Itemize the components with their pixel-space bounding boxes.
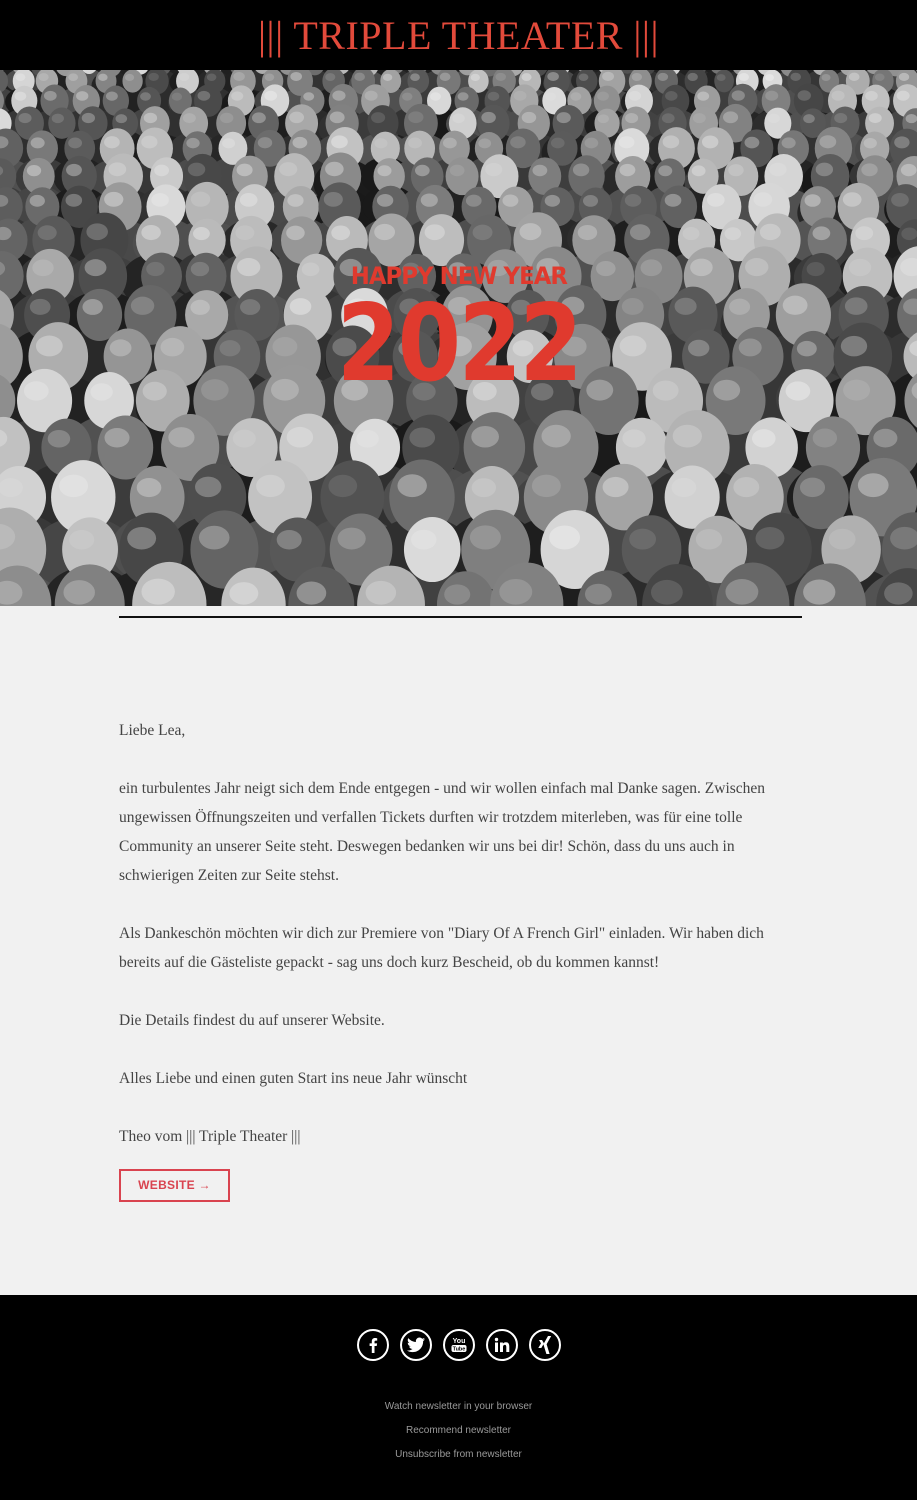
letter-body <box>119 716 802 1202</box>
footer-links <box>0 1395 917 1467</box>
paragraph-thanks: ein turbulentes Jahr neigt sich dem Ende entgegen - und wir wollen einfach mal Danke sagen. Zwischen ungewissen Öffnungszeiten und verfallen Tickets durften wir trotzdem miterleben, was für eine tolle Community an unserer Seite steht. Deswegen bedanken wir uns bei dir! Schön, dass du uns auch in schwierigen Zeiten zur Seite stehst. <box>119 780 766 884</box>
paragraph-invitation: Als Dankeschön möchten wir dich zur Premiere von "Diary Of A French Girl" einladen. Wir haben dich bereits auf die Gästeliste gepackt - sag uns doch kurz Bescheid, ob du kommen kannst! <box>119 925 764 971</box>
hero-overlay <box>0 70 917 606</box>
svg-text:You: You <box>452 1338 465 1345</box>
hero-image <box>0 70 917 606</box>
xing-icon[interactable] <box>529 1329 561 1361</box>
svg-text:Tube: Tube <box>452 1346 465 1353</box>
paragraph-wishes: Alles Liebe und einen guten Start ins neue Jahr wünscht <box>119 1070 468 1087</box>
social-links <box>0 1329 917 1361</box>
facebook-icon[interactable] <box>357 1329 389 1361</box>
greeting: Liebe Lea, <box>119 722 186 739</box>
header-bar <box>0 0 917 70</box>
divider-line <box>119 616 802 618</box>
website-button[interactable]: WEBSITE → <box>119 1169 230 1202</box>
brand-title: ||| TRIPLE THEATER ||| <box>258 13 659 58</box>
twitter-icon[interactable] <box>400 1329 432 1361</box>
linkedin-icon[interactable] <box>486 1329 518 1361</box>
view-in-browser-link[interactable]: Watch newsletter in your browser <box>384 1401 533 1412</box>
hero-year: 2022 <box>336 282 581 405</box>
signature: Theo vom ||| Triple Theater ||| <box>119 1128 301 1145</box>
hero-subtitle: HAPPY NEW YEAR <box>350 262 567 290</box>
unsubscribe-link[interactable]: Unsubscribe from newsletter <box>395 1449 522 1460</box>
paragraph-details: Die Details findest du auf unserer Website. <box>119 1012 385 1029</box>
footer <box>0 1295 917 1500</box>
youtube-icon[interactable] <box>443 1329 475 1361</box>
recommend-link[interactable]: Recommend newsletter <box>405 1425 512 1436</box>
